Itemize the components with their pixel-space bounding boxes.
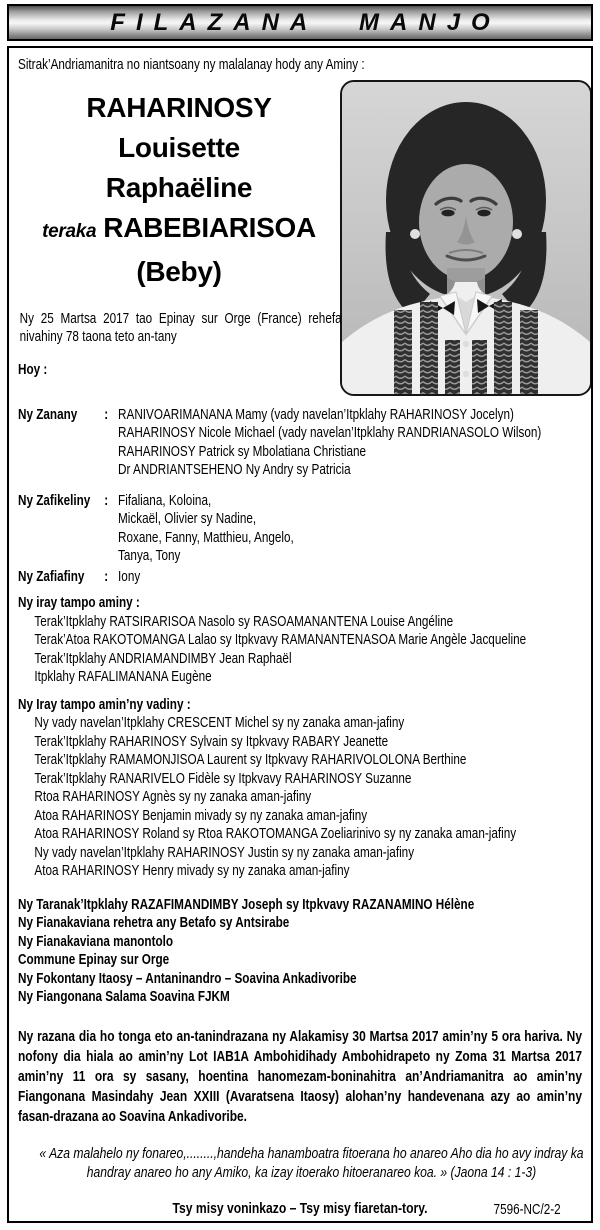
reference-code: 7596-NC/2-2 <box>493 1201 561 1218</box>
section-grandchildren <box>18 492 582 566</box>
list-item: RAHARINOSY Nicole Michael (vady navelan’Itpklahy RANDRIANASOLO Wilson) <box>118 425 542 441</box>
colon: : <box>104 492 109 509</box>
list-item: Atoa RAHARINOSY Roland sy Rtoa RAKOTOMANGA Zoeliarinivo sy ny zanaka aman-jafiny <box>34 826 517 842</box>
name-and-photo-row <box>18 80 582 396</box>
section-grandchildren-label: Ny Zafikeliny : <box>18 492 118 566</box>
deceased-name-block <box>18 88 340 292</box>
list-item: Ny Taranak’Itpklahy RAZAFIMANDIMBY Joseph sy Itpkvavy RAZANAMINO Hélène <box>18 896 475 913</box>
funeral-announcement: Ny razana dia ho tonga eto an-tanindrazana ny Alakamisy 30 Martsa 2017 amin’ny 5 ora hariva. Ny nofony dia hiala ao amin’ny Lot IAB1A Ambohidihady Ambohidrapeto ny Zoma 31 Martsa 2017 amin’ny 11 ora sy sasany, hoentina hanomezam-boninahitra an’Andriamanitra ao amin’ny Fiangonana Masindahy Jean XXIII (Avaratsena Itaosy) alohan’ny handevenana azy ao amin’ny fasan-drazana ao Soavina Ankadivoribe. <box>18 1028 582 1125</box>
death-details: Ny 25 Martsa 2017 tao Epinay sur Orge (France) rehefa nivahiny 78 taona teto an-tany <box>19 310 342 345</box>
list-item: Terak’Itpklahy RAHARINOSY Sylvain sy Itpkvavy RABARY Jeanette <box>34 733 389 750</box>
list-item: Terak’Itpklahy RATSIRARISOA Nasolo sy RASOAMANANTENA Louise Angéline <box>34 613 454 630</box>
list-item: Fifaliana, Koloina, <box>118 492 212 509</box>
list-item: Tanya, Tony <box>118 548 181 564</box>
list-item: Mickaël, Olivier sy Nadine, <box>118 511 257 527</box>
list-item: Roxane, Fanny, Matthieu, Angelo, <box>118 529 294 546</box>
list-item: Atoa RAHARINOSY Henry mivady sy ny zanaka aman-jafiny <box>34 863 350 879</box>
deceased-maiden-name: RABEBIARISOA <box>103 211 316 243</box>
list-item: Itpklahy RAFALIMANANA Eugène <box>34 669 212 685</box>
deceased-surname: RAHARINOSY <box>86 91 272 123</box>
section-great-grandchildren-label: Ny Zafiafiny : <box>18 568 109 585</box>
section-great-grandchildren <box>18 568 582 587</box>
colon: : <box>104 406 109 423</box>
list-item: Ny Fokontany Itaosy – Antaninandro – Soavina Ankadivoribe <box>18 970 357 987</box>
list-item: RANIVOARIMANANA Mamy (vady navelan’Itpklahy RAHARINOSY Jocelyn) <box>118 406 514 423</box>
list-item: Atoa RAHARINOSY Benjamin mivady sy ny zanaka aman-jafiny <box>34 807 368 824</box>
deceased-given-name-2: Raphaëline <box>105 171 253 203</box>
list-item: Terak’Itpklahy RAMAMONJISOA Laurent sy Itpkvavy RAHARIVOLOLONA Berthine <box>34 752 467 768</box>
list-item: Terak’Itpklahy RANARIVELO Fidèle sy Itpkvavy RAHARINOSY Suzanne <box>34 770 412 787</box>
scripture-quote: « Aza malahelo ny fonareo,........,handeha hanamboatra fitoerana ho anareo Aho dia ho avy indray ka handray anareo ho any Amiko, ka izay itoerako hitoeranareo koa. » (Jaona 14 : 1-3) <box>39 1145 584 1181</box>
deceased-maiden-line <box>18 208 340 252</box>
intro-line: Sitrak’Andriamanitra no niantsoany ny malalanay hody any Aminy : <box>18 57 365 73</box>
portrait-photo <box>340 80 592 396</box>
deceased-nickname: (Beby) <box>136 255 222 287</box>
colon: : <box>104 568 109 585</box>
section-children-lines <box>118 406 582 480</box>
list-item: Terak’Itpklahy ANDRIAMANDIMBY Jean Raphaël <box>34 650 292 667</box>
list-item: Ny vady navelan’Itpklahy RAHARINOSY Justin sy ny zanaka aman-jafiny <box>34 844 415 861</box>
family-community-block <box>18 896 582 1007</box>
list-item: RAHARINOSY Patrick sy Mbolatiana Christiane <box>118 443 367 460</box>
footer-note: Tsy misy voninkazo – Tsy misy fiaretan-tory. <box>172 1200 428 1217</box>
list-item: Rtoa RAHARINOSY Agnès sy ny zanaka aman-jafiny <box>34 789 312 805</box>
section-siblings-in-law <box>18 696 582 881</box>
masthead-banner <box>7 4 593 41</box>
hoy-label: Hoy : <box>18 361 48 378</box>
list-item: Ny vady navelan’Itpklahy CRESCENT Michel sy ny zanaka aman-jafiny <box>34 715 405 731</box>
section-children <box>18 406 582 480</box>
list-item: Ny Fiangonana Salama Soavina FJKM <box>18 989 230 1005</box>
section-children-label: Ny Zanany : <box>18 406 118 480</box>
section-siblings-heading: Ny iray tampo aminy : <box>18 595 140 611</box>
section-great-grandchildren-lines <box>118 568 582 587</box>
name-column <box>18 80 340 396</box>
list-item: Commune Epinay sur Orge <box>18 952 170 968</box>
portrait-photo-image <box>342 82 590 394</box>
nee-prefix: teraka <box>42 220 97 242</box>
masthead-title: FILAZANA MANJO <box>110 8 501 36</box>
list-item: Iony <box>118 568 141 585</box>
notice-footer <box>18 1200 582 1219</box>
list-item: Dr ANDRIANTSEHENO Ny Andry sy Patricia <box>118 462 351 478</box>
section-siblings-in-law-heading: Ny Iray tampo amin’ny vadiny : <box>18 696 191 713</box>
deceased-given-name-1: Louisette <box>118 131 240 163</box>
list-item: Ny Fianakaviana manontolo <box>18 933 174 950</box>
list-item: Ny Fianakaviana rehetra any Betafo sy Antsirabe <box>18 915 290 931</box>
list-item: Terak’Atoa RAKOTOMANGA Lalao sy Itpkvavy RAMANANTENASOA Marie Angèle Jacqueline <box>34 632 527 648</box>
section-siblings <box>18 594 582 687</box>
obituary-notice <box>7 46 593 1223</box>
section-grandchildren-lines <box>118 492 582 566</box>
